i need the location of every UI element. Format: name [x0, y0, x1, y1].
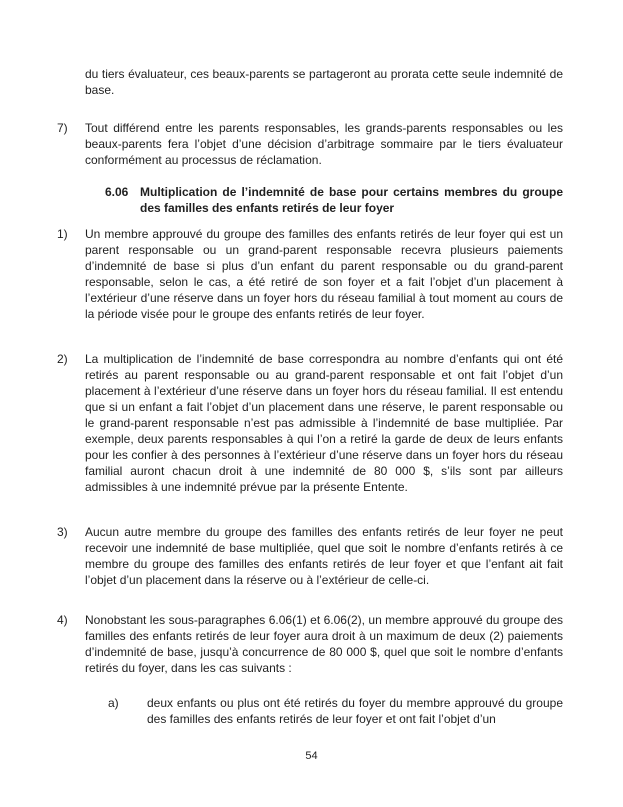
- section-heading-title: Multiplication de l’indemnité de base pour certains membres du groupe des familles des enfants retirés de leur foyer: [140, 185, 563, 215]
- list-item-1-text: Un membre approuvé du groupe des familles des enfants retirés de leur foyer qui est un parent responsable ou un grand-parent responsable recevra plusieurs paiements d’indemnité de base si plus d’un enfant du parent responsable ou du grand-parent responsable, selon le cas, a été retiré de son foyer et a fait l’objet d’un placement à l’extérieur d’une réserve dans un foyer hors du réseau familial à tout moment au cours de la période visée pour le groupe des enfants retirés de leur foyer.: [85, 227, 563, 321]
- sub-list-item-a-marker: a): [108, 696, 119, 710]
- list-item-2-marker: 2): [57, 352, 68, 366]
- list-item-3: [57, 524, 563, 588]
- list-item-3-text: Aucun autre membre du groupe des familles des enfants retirés de leur foyer ne peut recevoir une indemnité de base multipliée, quel que soit le nombre d’enfants retirés à ce membre du groupe des familles des enfants retirés de leur foyer et que l’enfant ait fait l’objet d’un placement dans la réserve ou à l’extérieur de celle-ci.: [85, 525, 563, 587]
- sub-list-item-a-text: deux enfants ou plus ont été retirés du foyer du membre approuvé du groupe des familles des enfants retirés de leur foyer et ont fait l’objet d’un: [147, 696, 563, 726]
- list-item-4-marker: 4): [57, 613, 68, 627]
- list-item-2-text: La multiplication de l’indemnité de base correspondra au nombre d’enfants qui ont été retirés au parent responsable ou au grand-parent responsable et ont fait l’objet d’un placement à l’extérieur d’une réserve dans un foyer hors du réseau familial. Il est entendu que si un enfant a fait l’objet d’un placement dans une réserve, le parent responsable ou le grand-parent responsable n’est pas admissible à l’indemnité de base multipliée. Par exemple, deux parents responsables à qui l’on a retiré la garde de deux de leurs enfants pour les confier à des personnes à l’extérieur d’une réserve dans un foyer hors du réseau familial auront chacun droit à une indemnité de 80 000 $, s’ils sont par ailleurs admissibles à une indemnité prévue par la présente Entente.: [85, 352, 563, 494]
- list-item-7: [57, 120, 563, 168]
- page-number: 54: [305, 750, 318, 762]
- section-heading: [105, 184, 563, 216]
- sub-list-item-a: [108, 695, 563, 727]
- list-item-3-marker: 3): [57, 525, 68, 539]
- section-heading-number: 6.06: [105, 185, 129, 199]
- list-item-7-text: Tout différend entre les parents responsables, les grands-parents responsables ou les beaux-parents fera l’objet d’une décision d’arbitrage sommaire par le tiers évaluateur conformément au processus de réclamation.: [85, 121, 563, 167]
- paragraph-continuation: du tiers évaluateur, ces beaux-parents se partageront au prorata cette seule indemnité de base.: [85, 67, 563, 97]
- list-item-4-text: Nonobstant les sous-paragraphes 6.06(1) et 6.06(2), un membre approuvé du groupe des familles des enfants retirés de leur foyer aura droit à un maximum de deux (2) paiements d’indemnité de base, jusqu’à concurrence de 80 000 $, quel que soit le nombre d’enfants retirés du foyer, dans les cas suivants :: [85, 613, 563, 675]
- list-item-4: [57, 612, 563, 676]
- list-item-1-marker: 1): [57, 227, 68, 241]
- list-item-2: [57, 351, 563, 495]
- list-item-1: [57, 226, 563, 322]
- list-item-7-marker: 7): [57, 121, 68, 135]
